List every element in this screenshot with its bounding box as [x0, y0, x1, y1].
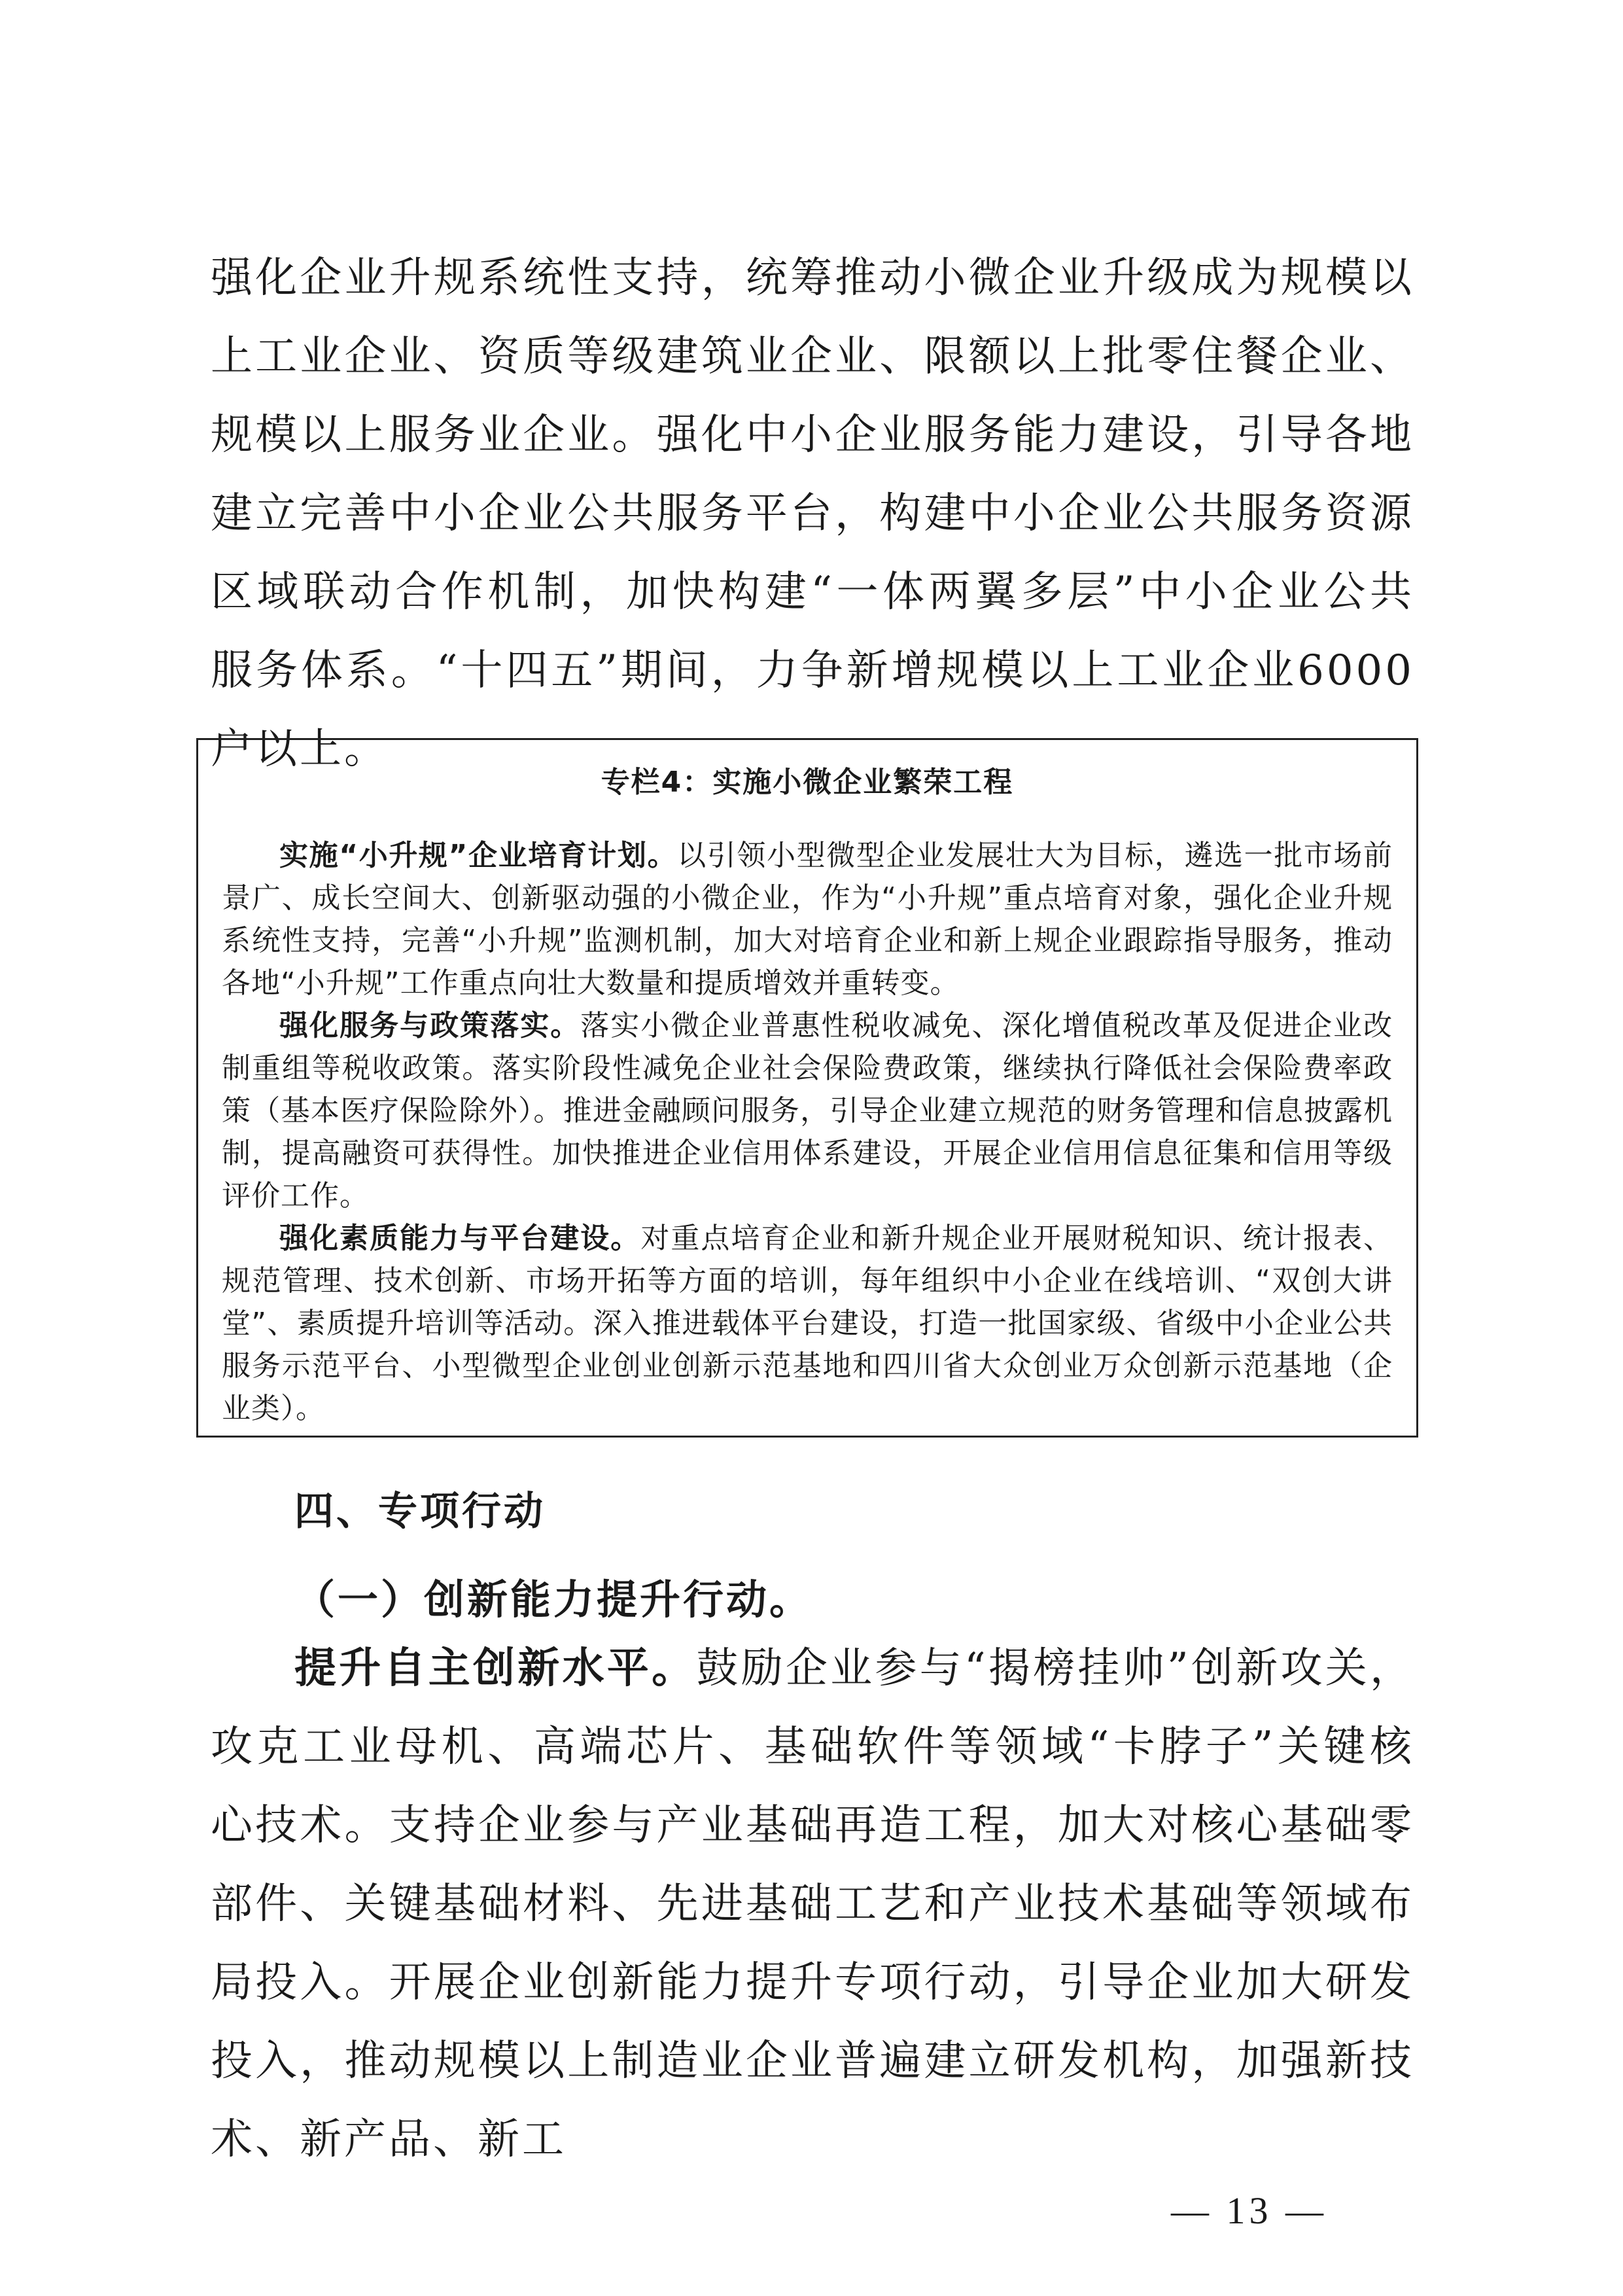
intro-paragraph: 强化企业升规系统性支持，统筹推动小微企业升级成为规模以上工业企业、资质等级建筑业企业、限额以上批零住餐企业、规模以上服务业企业。强化中小企业服务能力建设，引导各地建立完善中小企业公共服务平台，构建中小企业公共服务资源区域联动合作机制，加快构建“一体两翼多层”中小企业公共服务体系。“十四五”期间，力争新增规模以上工业企业6000户以上。: [211, 254, 1414, 773]
paragraph-text: 对重点培育企业和新升规企业开展财税知识、统计报表、规范管理、技术创新、市场开拓等方面的培训，每年组织中小企业在线培训、“双创大讲堂”、素质提升培训等活动。深入推进载体平台建设，打造一批国家级、省级中小企业公共服务示范平台、小型微型企业创业创新示范基地和四川省大众创业万众创新示范基地（企业类）。: [222, 1222, 1393, 1425]
paragraph-lead: 提升自主创新水平。: [294, 1644, 697, 1693]
column-box: [196, 738, 1418, 1438]
paragraph-text: 鼓励企业参与“揭榜挂帅”创新攻关，攻克工业母机、高端芯片、基础软件等领域“卡脖子”关键核心技术。支持企业参与产业基础再造工程，加大对核心基础零部件、关键基础材料、先进基础工艺和产业技术基础等领域布局投入。开展企业创新能力提升专项行动，引导企业加大研发投入，推动规模以上制造业企业普遍建立研发机构，加强新技术、新产品、新工: [211, 1644, 1415, 2164]
paragraph-lead: 强化素质能力与平台建设。: [279, 1222, 641, 1255]
main-paragraph: [211, 1629, 1414, 2179]
paragraph-text: 落实小微企业普惠性税收减免、深化增值税改革及促进企业改制重组等税收政策。落实阶段性减免企业社会保险费政策，继续执行降低社会保险费率政策（基本医疗保险除外）。推进金融顾问服务，引导企业建立规范的财务管理和信息披露机制，提高融资可获得性。加快推进企业信用体系建设，开展企业信用信息征集和信用等级评价工作。: [222, 1009, 1393, 1212]
column-box-paragraph: [222, 1004, 1393, 1217]
page-number: — 13 —: [1171, 2189, 1327, 2232]
column-box-title: 专栏4：实施小微企业繁荣工程: [601, 766, 1014, 799]
paragraph-text: 以引领小型微型企业发展壮大为目标，遴选一批市场前景广、成长空间大、创新驱动强的小微企业，作为“小升规”重点培育对象，强化企业升规系统性支持，完善“小升规”监测机制，加大对培育企业和新上规企业跟踪指导服务，推动各地“小升规”工作重点向壮大数量和提质增效并重转变。: [222, 839, 1393, 1000]
column-box-paragraph: [222, 834, 1393, 1004]
column-box-paragraph: [222, 1217, 1393, 1430]
sub-heading: （一）创新能力提升行动。: [294, 1576, 813, 1623]
paragraph-lead: 实施“小升规”企业培育计划。: [279, 839, 678, 872]
paragraph-lead: 强化服务与政策落实。: [279, 1009, 581, 1042]
section-heading: 四、专项行动: [294, 1489, 546, 1534]
